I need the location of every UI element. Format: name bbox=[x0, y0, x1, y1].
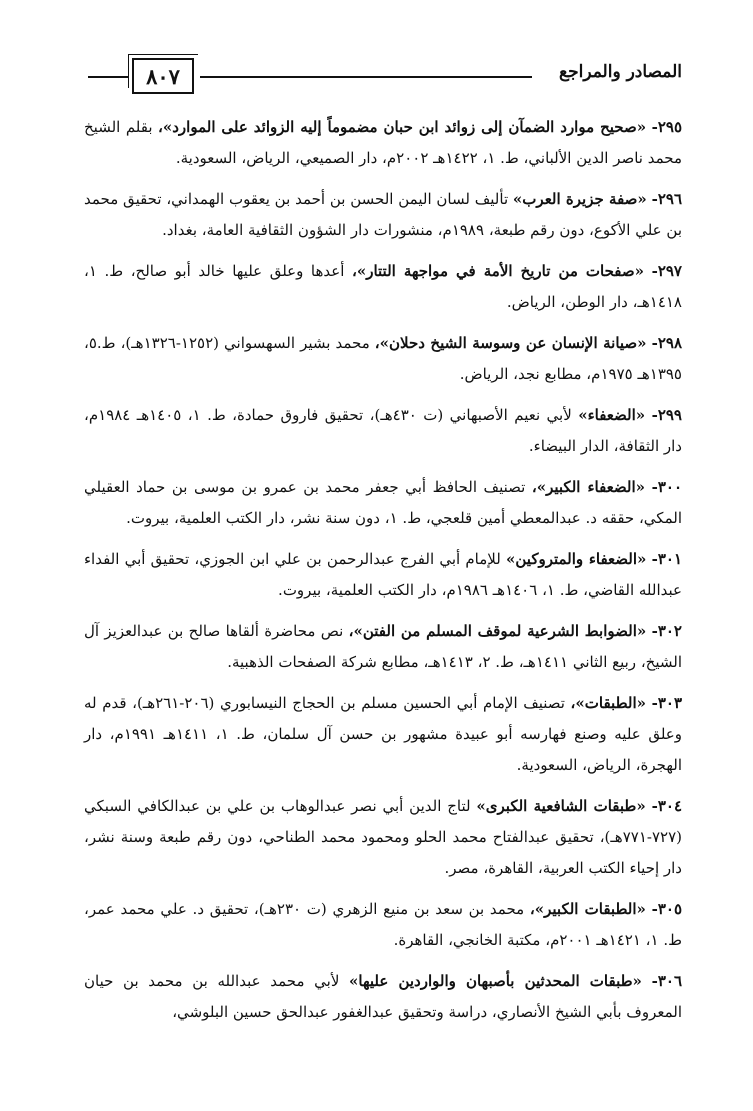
entry-number: ٣٠٦- bbox=[651, 972, 682, 990]
entry-body: تأليف لسان اليمن الحسن بن أحمد بن يعقوب الهمداني، تحقيق محمد بن علي الأكوع، دون رقم طبعة، ١٩٨٩م، منشورات دار الشؤون الثقافية العامة، بغداد. bbox=[84, 190, 682, 239]
entry-title: «الضوابط الشرعية لموقف المسلم من الفتن»، bbox=[348, 622, 647, 640]
entry-title: «طبقات المحدثين بأصبهان والواردين عليها» bbox=[349, 972, 642, 990]
entry-body: بقلم الشيخ محمد ناصر الدين الألباني، ط. ١، ١٤٢٢هـ ٢٠٠٢م، دار الصميعي، الرياض، السعودية. bbox=[84, 118, 682, 167]
entry-body: أعدها وعلق عليها خالد أبو صالح، ط. ١، ١٤١٨هـ، دار الوطن، الرياض. bbox=[84, 262, 682, 311]
entry-body: لتاج الدين أبي نصر عبدالوهاب بن علي بن عبدالكافي السبكي (٧٢٧-٧٧١هـ)، تحقيق عبدالفتاح محمد الحلو ومحمود محمد الطناحي، دون رقم طبعة وسنة نشر، دار إحياء الكتب العربية، القاهرة، مصر. bbox=[84, 797, 682, 877]
reference-entry bbox=[84, 328, 682, 390]
page-number: ٨٠٧ bbox=[146, 63, 180, 89]
reference-entry bbox=[84, 791, 682, 884]
entry-number: ٣٠٢- bbox=[651, 622, 682, 640]
entry-title: «الطبقات»، bbox=[570, 694, 646, 712]
entry-number: ٣٠٥- bbox=[651, 900, 682, 918]
entry-title: «الطبقات الكبير»، bbox=[529, 900, 646, 918]
entry-body: لأبي نعيم الأصبهاني (ت ٤٣٠هـ)، تحقيق فاروق حمادة، ط. ١، ١٤٠٥هـ ١٩٨٤م، دار الثقافة، الدار البيضاء. bbox=[84, 406, 682, 455]
page-number-box bbox=[132, 58, 194, 94]
entry-title: «الضعفاء» bbox=[578, 406, 646, 424]
reference-entry bbox=[84, 400, 682, 462]
header-rule bbox=[200, 76, 532, 78]
entry-title: «صيانة الإنسان عن وسوسة الشيخ دحلان»، bbox=[374, 334, 647, 352]
reference-entry bbox=[84, 184, 682, 246]
entry-number: ٣٠١- bbox=[651, 550, 682, 568]
entry-title: «طبقات الشافعية الكبرى» bbox=[476, 797, 646, 815]
entry-number: ٣٠٣- bbox=[651, 694, 682, 712]
entry-number: ٢٩٥- bbox=[651, 118, 682, 136]
entry-title: «صفة جزيرة العرب» bbox=[512, 190, 647, 208]
entry-number: ٣٠٤- bbox=[651, 797, 682, 815]
reference-entry bbox=[84, 966, 682, 1028]
reference-entry bbox=[84, 112, 682, 174]
references-list bbox=[84, 112, 682, 1038]
entry-body: للإمام أبي الفرج عبدالرحمن بن علي ابن الجوزي، تحقيق أبي الفداء عبدالله القاضي، ط. ١، ١٤٠٦هـ ١٩٨٦م، دار الكتب العلمية، بيروت. bbox=[84, 550, 682, 599]
entry-title: «الضعفاء والمتروكين» bbox=[506, 550, 647, 568]
entry-number: ٣٠٠- bbox=[651, 478, 682, 496]
header-rule-left bbox=[88, 76, 128, 78]
entry-title: «صفحات من تاريخ الأمة في مواجهة التتار»، bbox=[351, 262, 644, 280]
reference-entry bbox=[84, 688, 682, 781]
entry-number: ٢٩٨- bbox=[651, 334, 682, 352]
entry-body: تصنيف الحافظ أبي جعفر محمد بن عمرو بن موسى بن حماد العقيلي المكي، حققه د. عبدالمعطي أمين قلعجي، ط. ١، دون سنة نشر، دار الكتب العلمية، بيروت. bbox=[84, 478, 682, 527]
entry-number: ٢٩٧- bbox=[651, 262, 682, 280]
reference-entry bbox=[84, 616, 682, 678]
reference-entry bbox=[84, 544, 682, 606]
reference-entry bbox=[84, 256, 682, 318]
entry-body: نص محاضرة ألقاها صالح بن عبدالعزيز آل الشيخ، ربيع الثاني ١٤١١هـ، ط. ٢، ١٤١٣هـ، مطابع شركة الصفحات الذهبية. bbox=[84, 622, 682, 671]
entry-number: ٢٩٩- bbox=[651, 406, 682, 424]
entry-body: تصنيف الإمام أبي الحسين مسلم بن الحجاج النيسابوري (٢٠٦-٢٦١هـ)، قدم له وعلق عليه وصنع فهارسه أبو عبيدة مشهور بن حسن آل سلمان، ط. ١، ١٤١١هـ ١٩٩١م، دار الهجرة، الرياض، السعودية. bbox=[84, 694, 682, 774]
reference-entry bbox=[84, 472, 682, 534]
entry-body: محمد بن سعد بن منيع الزهري (ت ٢٣٠هـ)، تحقيق د. علي محمد عمر، ط. ١، ١٤٢١هـ ٢٠٠١م، مكتبة الخانجي، القاهرة. bbox=[84, 900, 682, 949]
reference-entry bbox=[84, 894, 682, 956]
entry-title: «صحيح موارد الضمآن إلى زوائد ابن حبان مضموماً إليه الزوائد على الموارد»، bbox=[158, 118, 647, 136]
entry-body: محمد بشير السهسواني (١٢٥٢-١٣٢٦هـ)، ط.٥، ١٣٩٥هـ ١٩٧٥م، مطابع نجد، الرياض. bbox=[84, 334, 682, 383]
entry-title: «الضعفاء الكبير»، bbox=[531, 478, 646, 496]
running-title: المصادر والمراجع bbox=[559, 62, 682, 82]
page-header bbox=[88, 52, 682, 98]
entry-body: لأبي محمد عبدالله بن محمد بن حيان المعروف بأبي الشيخ الأنصاري، دراسة وتحقيق عبدالغفور عبدالحق حسين البلوشي، bbox=[84, 972, 682, 1021]
entry-number: ٢٩٦- bbox=[651, 190, 682, 208]
